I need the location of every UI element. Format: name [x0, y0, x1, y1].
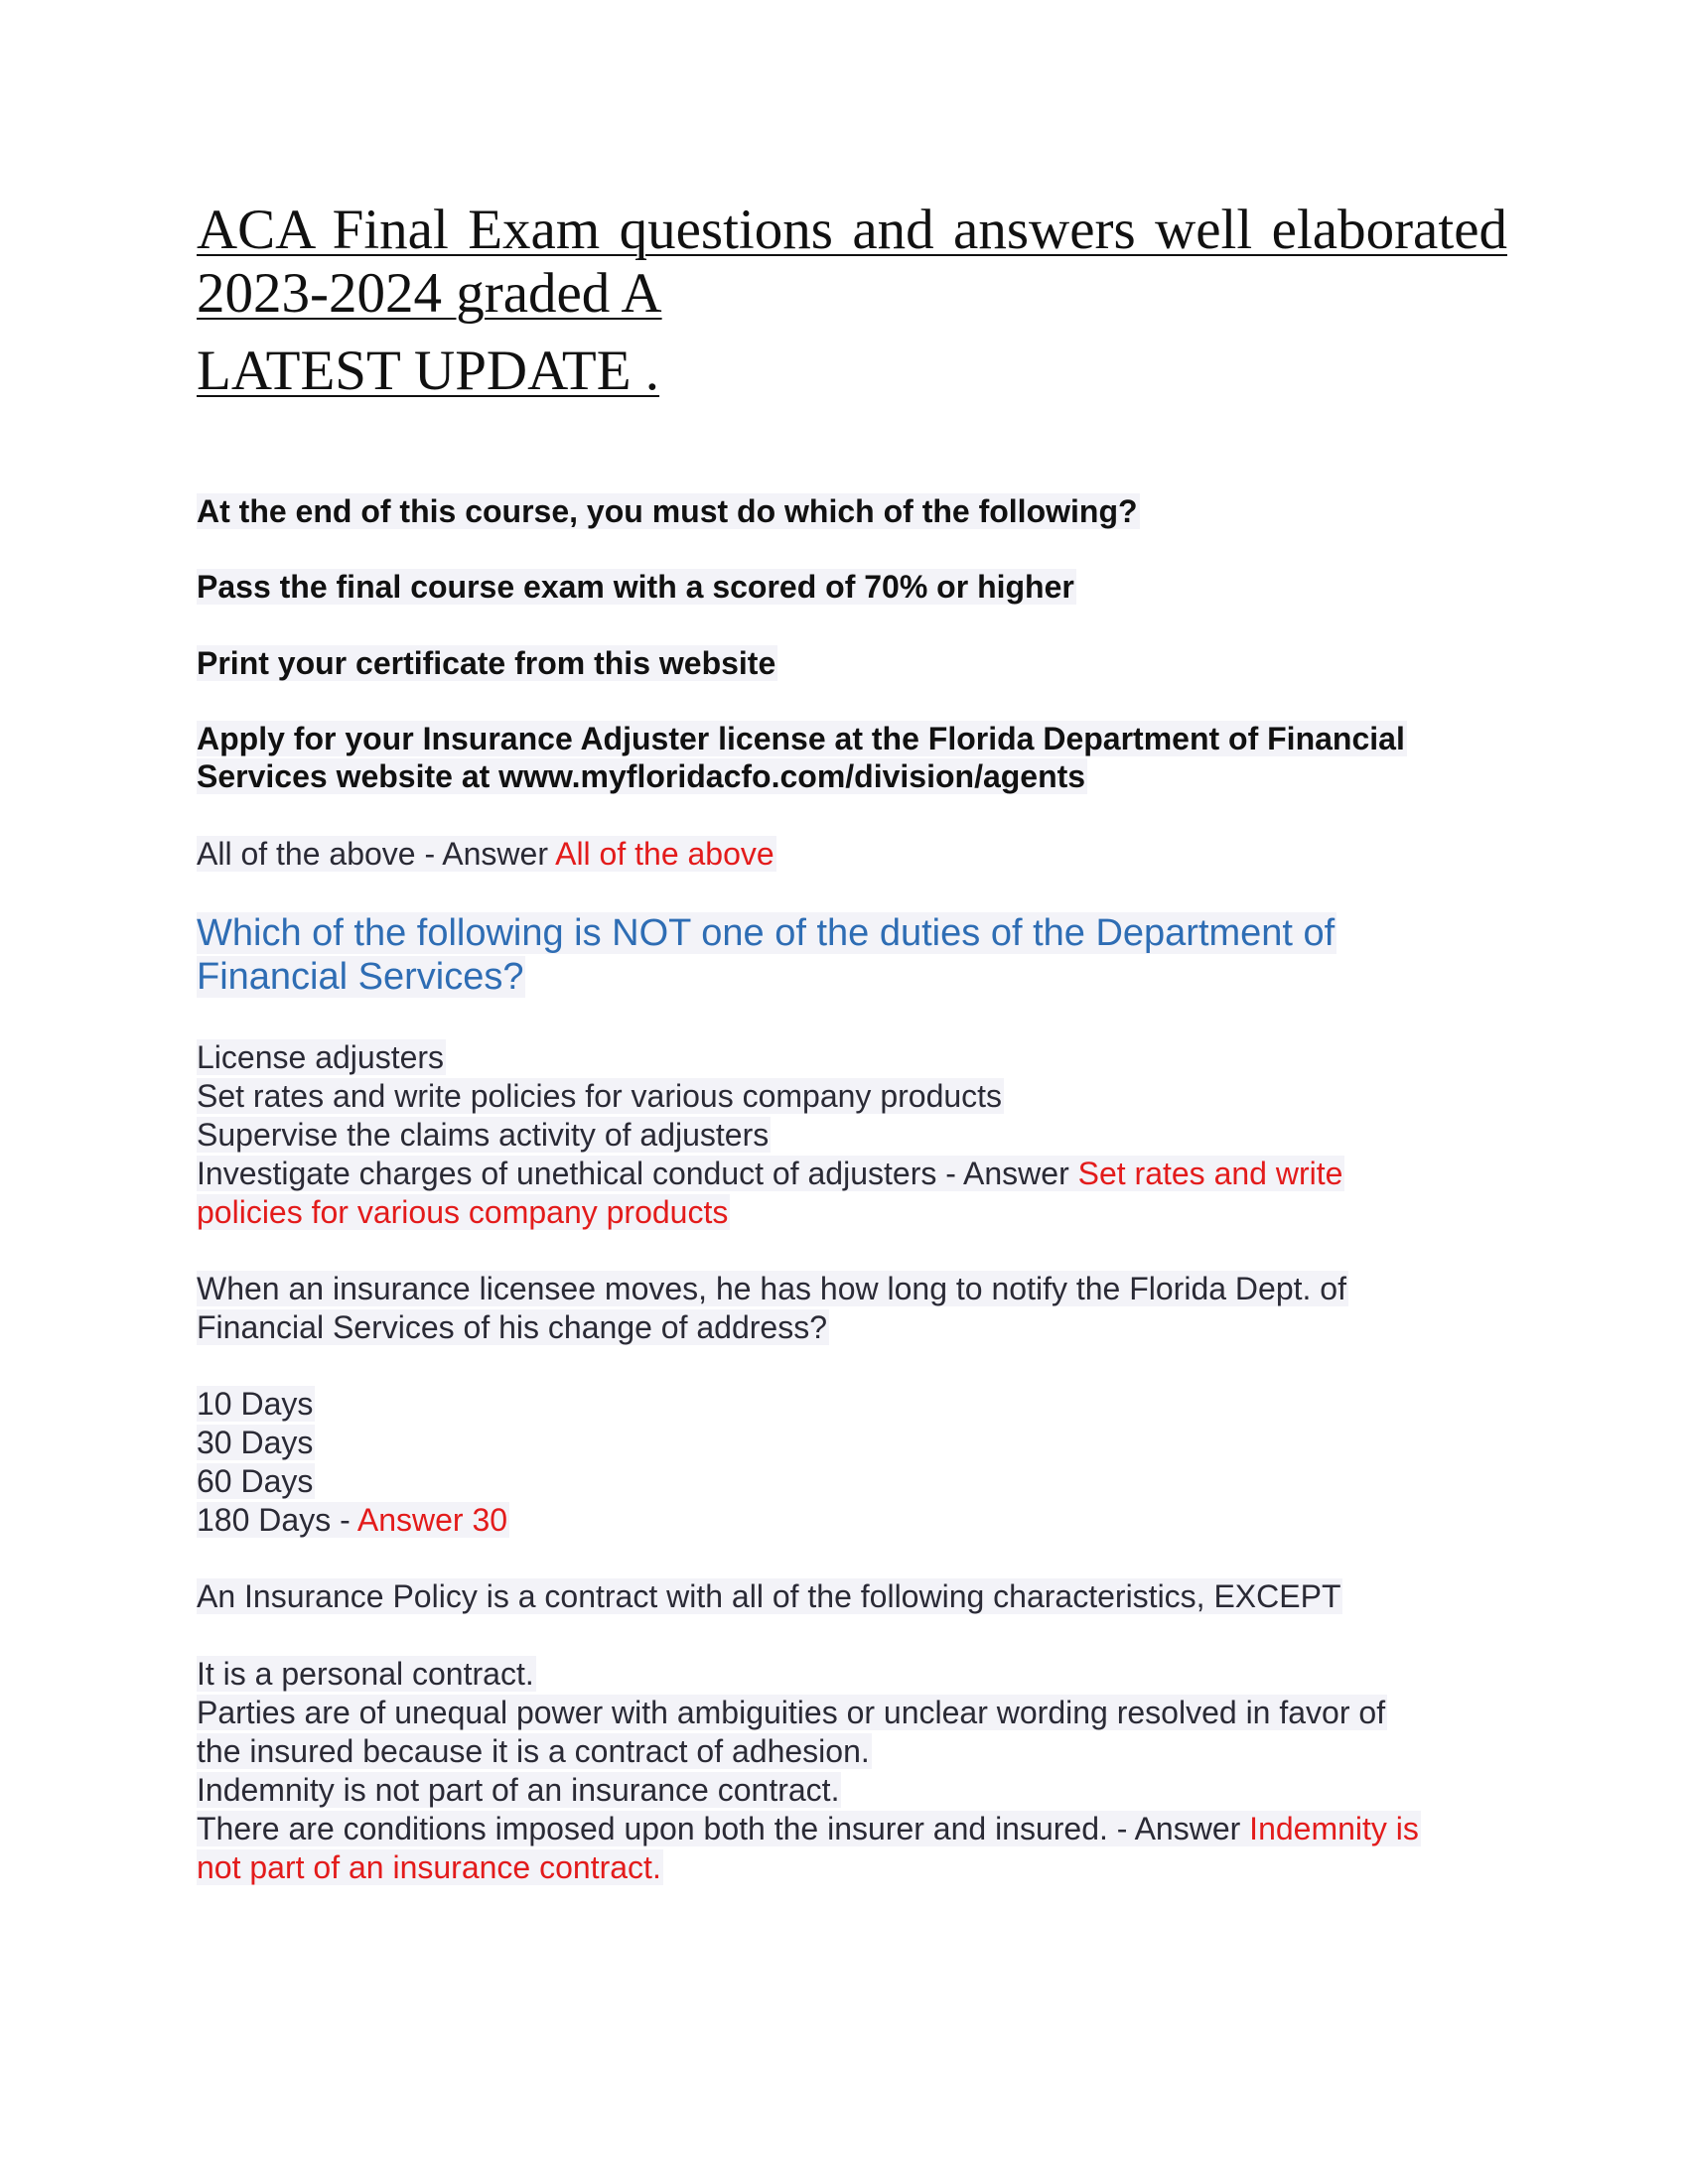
q2-option-2: Set rates and write policies for various company products — [197, 1078, 1003, 1114]
q4-answer-line-2: not part of an insurance contract. — [197, 1849, 661, 1885]
q3-question-line-2: Financial Services of his change of address? — [197, 1309, 828, 1345]
q3-option-1: 10 Days — [197, 1386, 314, 1422]
q1-question: At the end of this course, you must do which of the following? — [197, 493, 1138, 529]
q4-question: An Insurance Policy is a contract with all of the following characteristics, EXCEPT — [197, 1578, 1341, 1614]
q3-option-3: 60 Days — [197, 1463, 314, 1499]
q2-option-3: Supervise the claims activity of adjusters — [197, 1117, 770, 1153]
q3-question-line-1: When an insurance licensee moves, he has how long to notify the Florida Dept. of — [197, 1271, 1346, 1306]
q3-option-4: 180 Days - Answer 30 — [197, 1502, 508, 1538]
q4-option-1: It is a personal contract. — [197, 1656, 534, 1692]
q2-question-line-2: Financial Services? — [197, 956, 524, 998]
q3-answer: Answer 30 — [356, 1502, 508, 1538]
q4-option-2-line-1: Parties are of unequal power with ambiguities or unclear wording resolved in favor of — [197, 1695, 1386, 1730]
q4-option-3: Indemnity is not part of an insurance contract. — [197, 1772, 840, 1808]
q1-answer: All of the above — [555, 836, 774, 872]
q1-option-2: Print your certificate from this website — [197, 645, 776, 681]
document-title-line-2: 2023-2024 graded A — [197, 262, 662, 325]
q1-option-3-line-1: Apply for your Insurance Adjuster license at the Florida Department of Financial — [197, 721, 1405, 756]
document-title-line-1: ACA Final Exam questions and answers well elaborated — [197, 199, 1507, 261]
document-title-line-3: LATEST UPDATE . — [197, 340, 660, 402]
q4-option-4: There are conditions imposed upon both the insurer and insured. - Answer Indemnity is — [197, 1811, 1419, 1846]
q4-option-2-line-2: the insured because it is a contract of adhesion. — [197, 1733, 870, 1769]
q1-option-4: All of the above - Answer All of the above — [197, 836, 774, 872]
q2-answer-line-1: Set rates and write — [1077, 1156, 1343, 1191]
q1-option-3-line-2: Services website at www.myfloridacfo.com/division/agents — [197, 758, 1086, 794]
q2-answer-line-2: policies for various company products — [197, 1194, 729, 1230]
q3-option-2: 30 Days — [197, 1425, 314, 1460]
q1-option-1: Pass the final course exam with a scored of 70% or higher — [197, 569, 1074, 605]
q2-option-1: License adjusters — [197, 1039, 445, 1075]
q2-option-4: Investigate charges of unethical conduct of adjusters - Answer Set rates and write — [197, 1156, 1343, 1191]
q2-question-line-1: Which of the following is NOT one of the duties of the Department of — [197, 912, 1336, 954]
q4-answer-line-1: Indemnity is — [1249, 1811, 1419, 1846]
